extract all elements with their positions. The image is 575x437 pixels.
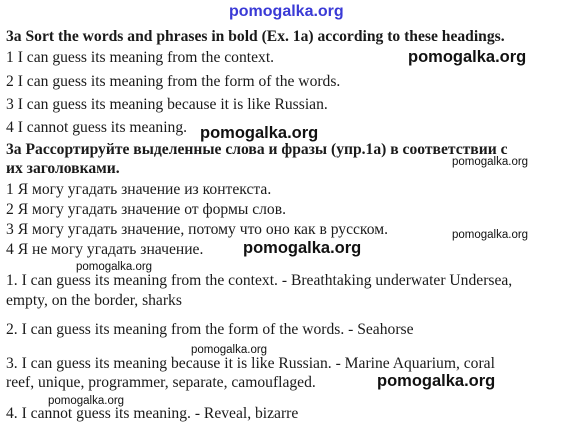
answer-4: 4. I cannot guess its meaning. - Reveal, bizarre <box>6 405 299 422</box>
answer-2: 2. I can guess its meaning from the form of the words. - Seahorse <box>6 321 414 338</box>
watermark-7: pomogalka.org <box>191 344 268 356</box>
heading-item-4-en: 4 I cannot guess its meaning. <box>6 119 188 136</box>
heading-item-1-en: 1 I can guess its meaning from the context. <box>6 49 275 66</box>
heading-item-2-ru: 2 Я могу угадать значение от формы слов. <box>6 201 286 218</box>
watermark-8: pomogalka.org <box>377 372 496 390</box>
heading-russian-line-1: 3a Рассортируйте выделенные слова и фразы (упр.1а) в соответствии с <box>6 141 508 158</box>
watermark-6: pomogalka.org <box>76 261 153 273</box>
heading-item-3-en: 3 I can guess its meaning because it is like Russian. <box>6 96 328 113</box>
answer-3-line-2: reef, unique, programmer, separate, camouflaged. <box>6 374 316 391</box>
watermark-9: pomogalka.org <box>48 395 125 407</box>
watermark-5: pomogalka.org <box>452 229 529 241</box>
heading-item-2-en: 2 I can guess its meaning from the form of the words. <box>6 73 341 90</box>
heading-item-3-ru: 3 Я могу угадать значение, потому что оно как в русском. <box>6 221 388 238</box>
heading-item-4-ru: 4 Я не могу угадать значение. <box>6 241 204 258</box>
answer-1-line-1: 1. I can guess its meaning from the context. - Breathtaking underwater Undersea, <box>6 272 513 289</box>
watermark-4: pomogalka.org <box>243 239 362 257</box>
heading-item-1-ru: 1 Я могу угадать значение из контекста. <box>6 181 272 198</box>
watermark-1: pomogalka.org <box>408 48 527 66</box>
answer-1-line-2: empty, on the border, sharks <box>6 292 182 309</box>
watermark-3: pomogalka.org <box>452 156 529 168</box>
answer-3-line-1: 3. I can guess its meaning because it is like Russian. - Marine Aquarium, coral <box>6 355 495 372</box>
watermark-2: pomogalka.org <box>200 124 319 142</box>
heading-russian-line-2: их заголовками. <box>6 160 120 177</box>
watermark-top: pomogalka.org <box>229 3 344 20</box>
heading-english: 3a Sort the words and phrases in bold (Ex. 1a) according to these headings. <box>6 28 505 45</box>
